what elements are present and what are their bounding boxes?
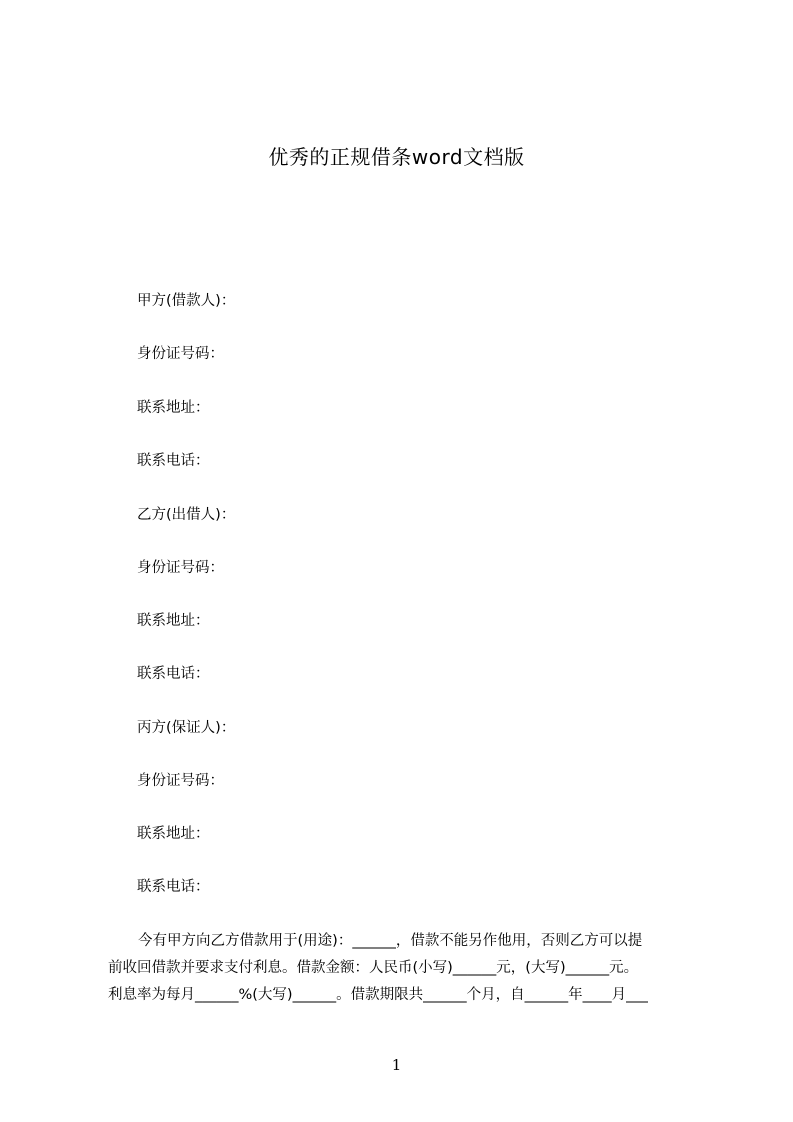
- loan-terms-paragraph: [108, 928, 708, 1009]
- party-c-phone-label: 联系电话：: [137, 879, 210, 895]
- paragraph-line: 前收回借款并要求支付利息。借款金额：人民币(小写)______元，(大写)______元。: [108, 960, 639, 976]
- party-b-lender-label: 乙方(出借人)：: [137, 507, 236, 523]
- paragraph-line: 利息率为每月______%(大写)______。借款期限共______个月，自______年____月___: [108, 987, 648, 1003]
- party-c-guarantor-label: 丙方(保证人)：: [137, 720, 236, 736]
- party-c-id-number-label: 身份证号码：: [137, 773, 224, 789]
- document-title: 优秀的正规借条word文档版: [268, 145, 525, 169]
- party-b-address-label: 联系地址：: [137, 613, 210, 629]
- page-number: 1: [391, 1056, 402, 1074]
- party-b-phone-label: 联系电话：: [137, 666, 210, 682]
- party-a-id-number-label: 身份证号码：: [137, 346, 224, 362]
- paragraph-line: 今有甲方向乙方借款用于(用途)：______，借款不能另作他用，否则乙方可以提: [138, 933, 643, 949]
- party-a-borrower-label: 甲方(借款人)：: [137, 293, 236, 309]
- party-b-id-number-label: 身份证号码：: [137, 560, 224, 576]
- party-c-address-label: 联系地址：: [137, 826, 210, 842]
- party-a-address-label: 联系地址：: [137, 400, 210, 416]
- party-a-phone-label: 联系电话：: [137, 453, 210, 469]
